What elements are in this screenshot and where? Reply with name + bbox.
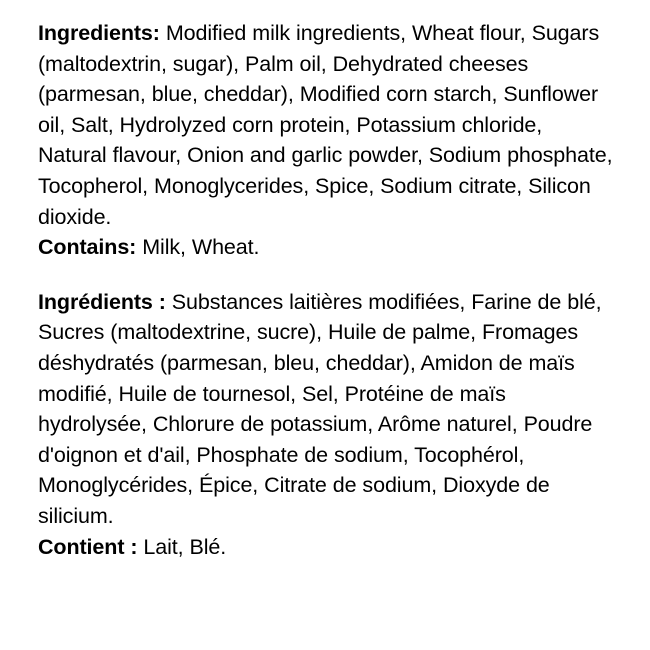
french-ingredients-block [38, 287, 614, 562]
french-contains-text: Lait, Blé. [143, 534, 227, 559]
english-contains-heading: Contains: [38, 235, 137, 260]
french-ingredients-text: Substances laitières modifiées, Farine de blé, Sucres (maltodextrine, sucre), Huile de palme, Fromages déshydratés (parmesan, bleu, cheddar), Amidon de maïs modifié, Huile de tournesol, Sel, Protéine de maïs hydrolysée, Chlorure de potassium, Arôme naturel, Poudre d'oignon et d'ail, Phosphate de sodium, Tocophérol, Monoglycérides, Épice, Citrate de sodium, Dioxyde de silicium. [38, 289, 602, 528]
english-contains-paragraph [38, 232, 614, 263]
french-ingredients-paragraph [38, 287, 614, 532]
english-ingredients-paragraph [38, 18, 614, 232]
french-contains-heading: Contient : [38, 534, 138, 559]
english-ingredients-heading: Ingredients: [38, 21, 160, 45]
english-ingredients-block [38, 18, 614, 263]
french-ingredients-heading: Ingrédients : [38, 289, 166, 314]
english-ingredients-text: Modified milk ingredients, Wheat flour, Sugars (maltodextrin, sugar), Palm oil, Dehydrated cheeses (parmesan, blue, cheddar), Modified corn starch, Sunflower oil, Salt, Hydrolyzed corn protein, Potassium chloride, Natural flavour, Onion and garlic powder, Sodium phosphate, Tocopherol, Monoglycerides, Spice, Sodium citrate, Silicon dioxide. [38, 21, 613, 229]
english-contains-text: Milk, Wheat. [142, 235, 260, 260]
french-contains-paragraph [38, 532, 614, 563]
